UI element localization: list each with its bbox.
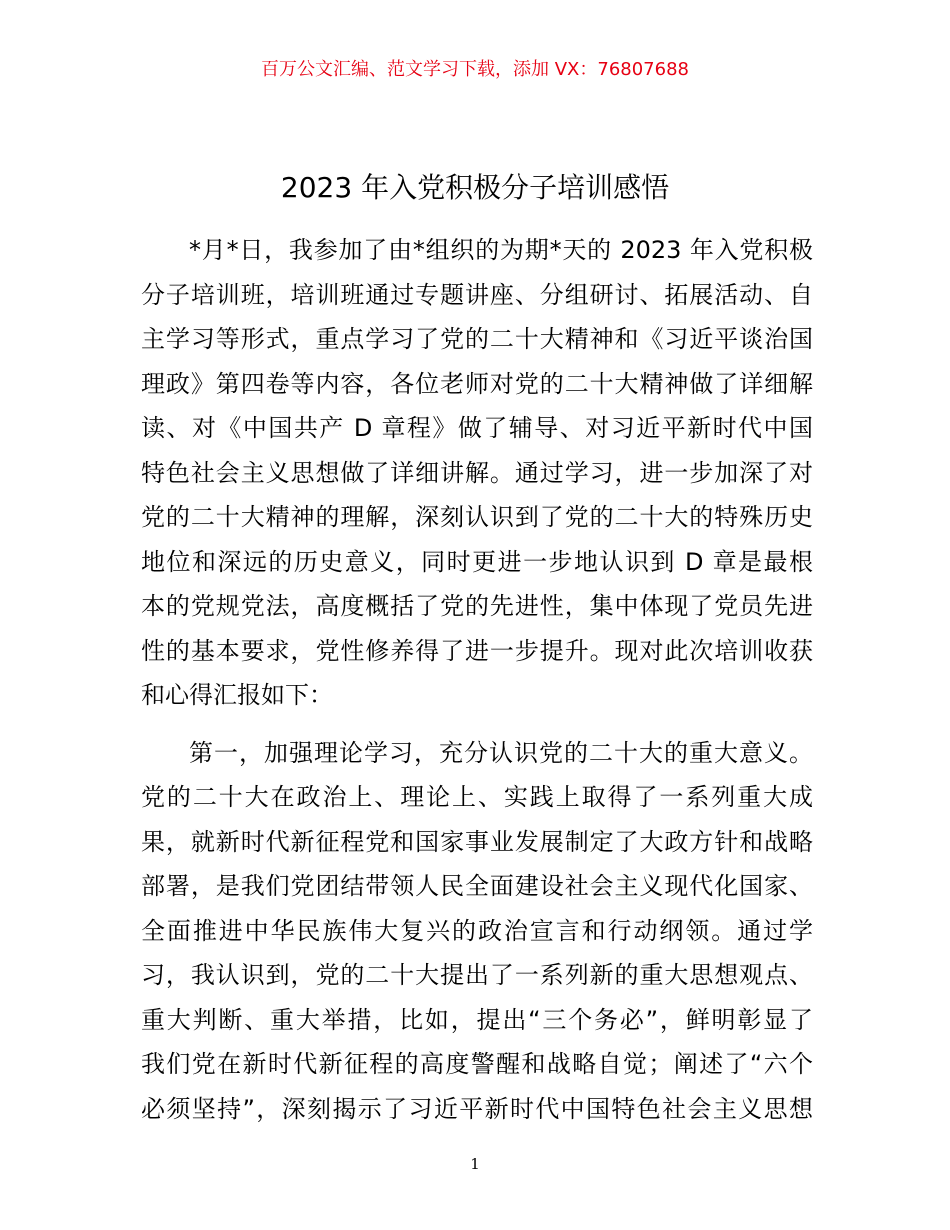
text-line: 性的基本要求，党性修养得了进一步提升。现对此次培训收获 (141, 636, 813, 665)
text-line: 理政》第四卷等内容，各位老师对党的二十大精神做了详细解 (141, 369, 813, 398)
text-line: 部署，是我们党团结带领人民全面建设社会主义现代化国家、 (141, 872, 813, 900)
text-line: 和心得汇报如下： (141, 681, 333, 709)
paragraph-2 (141, 731, 813, 1132)
text-line: 党的二十大在政治上、理论上、实践上取得了一系列重大成 (141, 783, 813, 811)
watermark-header: 百万公文汇编、范文学习下载，添加 VX：76807688 (261, 59, 689, 80)
text-line: 读、对《中国共产 D 章程》做了辅导、对习近平新时代中国 (141, 414, 813, 442)
text-line: 党的二十大精神的理解，深刻认识到了党的二十大的特殊历史 (141, 503, 813, 531)
paragraph-1 (141, 228, 813, 718)
page-number: 1 (470, 1155, 480, 1173)
text-line: 习，我认识到，党的二十大提出了一系列新的重大思想观点、 (141, 961, 813, 989)
text-line: 主学习等形式，重点学习了党的二十大精神和《习近平谈治国 (141, 325, 813, 353)
text-line: 特色社会主义思想做了详细讲解。通过学习，进一步加深了对 (141, 458, 813, 487)
text-line: 本的党规党法，高度概括了党的先进性，集中体现了党员先进 (141, 592, 813, 620)
text-line: *月*日，我参加了由*组织的为期*天的 2023 年入党积极 (189, 236, 813, 264)
text-line: 地位和深远的历史意义，同时更进一步地认识到 D 章是最根 (141, 547, 813, 576)
text-line: 我们党在新时代新征程的高度警醒和战略自觉；阐述了“六个 (141, 1050, 813, 1078)
text-line: 全面推进中华民族伟大复兴的政治宣言和行动纲领。通过学 (141, 916, 813, 945)
document-title: 2023 年入党积极分子培训感悟 (280, 171, 670, 204)
text-line: 分子培训班，培训班通过专题讲座、分组研讨、拓展活动、自 (141, 280, 813, 309)
text-line: 必须坚持”，深刻揭示了习近平新时代中国特色社会主义思想 (141, 1094, 813, 1123)
text-line: 果，就新时代新征程党和国家事业发展制定了大政方针和战略 (141, 827, 813, 856)
text-line: 第一，加强理论学习，充分认识党的二十大的重大意义。 (189, 738, 813, 767)
paragraph-gap (141, 718, 813, 731)
document-body (141, 228, 813, 1131)
text-line: 重大判断、重大举措，比如，提出“三个务必”，鲜明彰显了 (141, 1005, 813, 1034)
